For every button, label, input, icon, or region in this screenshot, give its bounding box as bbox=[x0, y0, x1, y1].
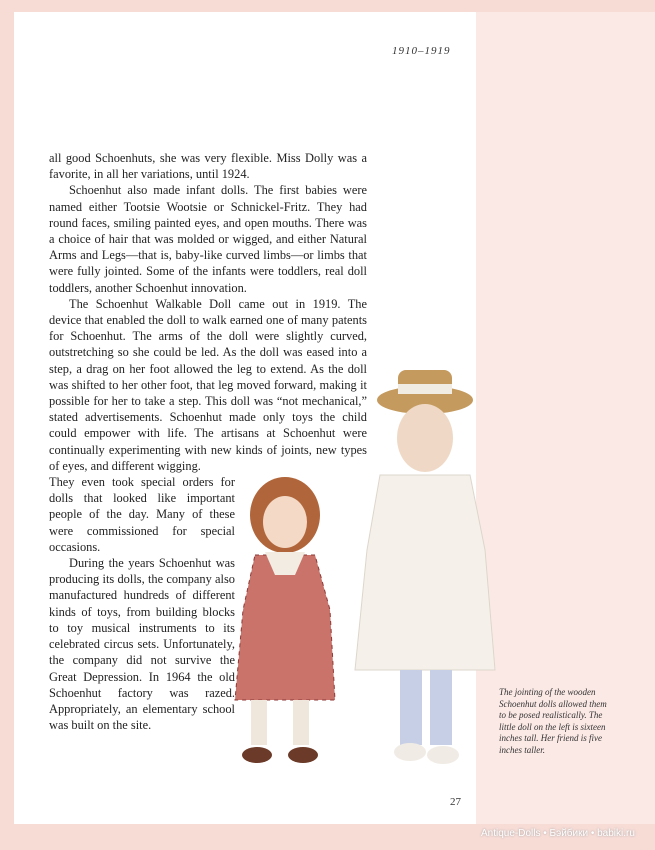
page-number: 27 bbox=[450, 796, 461, 808]
white-dress-doll bbox=[355, 370, 495, 764]
paragraph-3: The Schoenhut Walkable Doll came out in 1919. The device that enabled the doll to walk earned one of many patents for Schoenhut. The arms of the doll were slightly curved, outstretching so she could be led. As the doll was eased into a step, a drag on her foot allowed the leg to extend. As the doll was shifted to her other foot, that leg moved forward, making it possible for her to take a step. This doll was “not mechanical,” stated advertisements. Schoenhut made only toys the child could empower with life. The artisans at Schoenhut were continually experimenting with new kinds of joints, new types of eyes, and different wigging. bbox=[49, 296, 367, 473]
paragraph-2: Schoenhut also made infant dolls. The first babies were named either Tootsie Wootsie or Schnickel-Fritz. They had round faces, smiling painted eyes, and open mouths. There was a choice of hair that was molded or wigged, and either Natural Arms and Legs—that is, baby-like curved limbs—or limbs that were fully jointed. Some of the infants were toddlers, real doll toddlers, another Schoenhut innovation. bbox=[49, 183, 367, 295]
paragraph-4: During the years Schoenhut was producing its dolls, the company also manufactured hundreds of different kinds of toys, from building blocks to toy musical instruments to its celebrated circus sets. Unfortunately, the company did not survive the Great Depression. In 1964 the old Schoenhut factory was razed. Appropriately, an elementary school was built on the site. bbox=[49, 556, 235, 733]
doll-photo bbox=[195, 370, 520, 780]
plaid-dress-doll bbox=[235, 477, 335, 763]
paragraph-3-continued: They even took special orders for dolls that looked like important people of the day. Many of these were commissioned for special occasions. bbox=[49, 475, 235, 554]
running-head: 1910–1919 bbox=[392, 45, 451, 57]
watermark: Antique-Dolls • Бэйбики • babiki.ru bbox=[481, 828, 635, 839]
paragraph-1: all good Schoenhuts, she was very flexible. Miss Dolly was a favorite, in all her variations, until 1924. bbox=[49, 151, 367, 182]
photo-caption: The jointing of the wooden Schoenhut dolls allowed them to be posed realistically. The little doll on the left is sixteen inches tall. Her friend is five inches taller. bbox=[499, 687, 607, 755]
